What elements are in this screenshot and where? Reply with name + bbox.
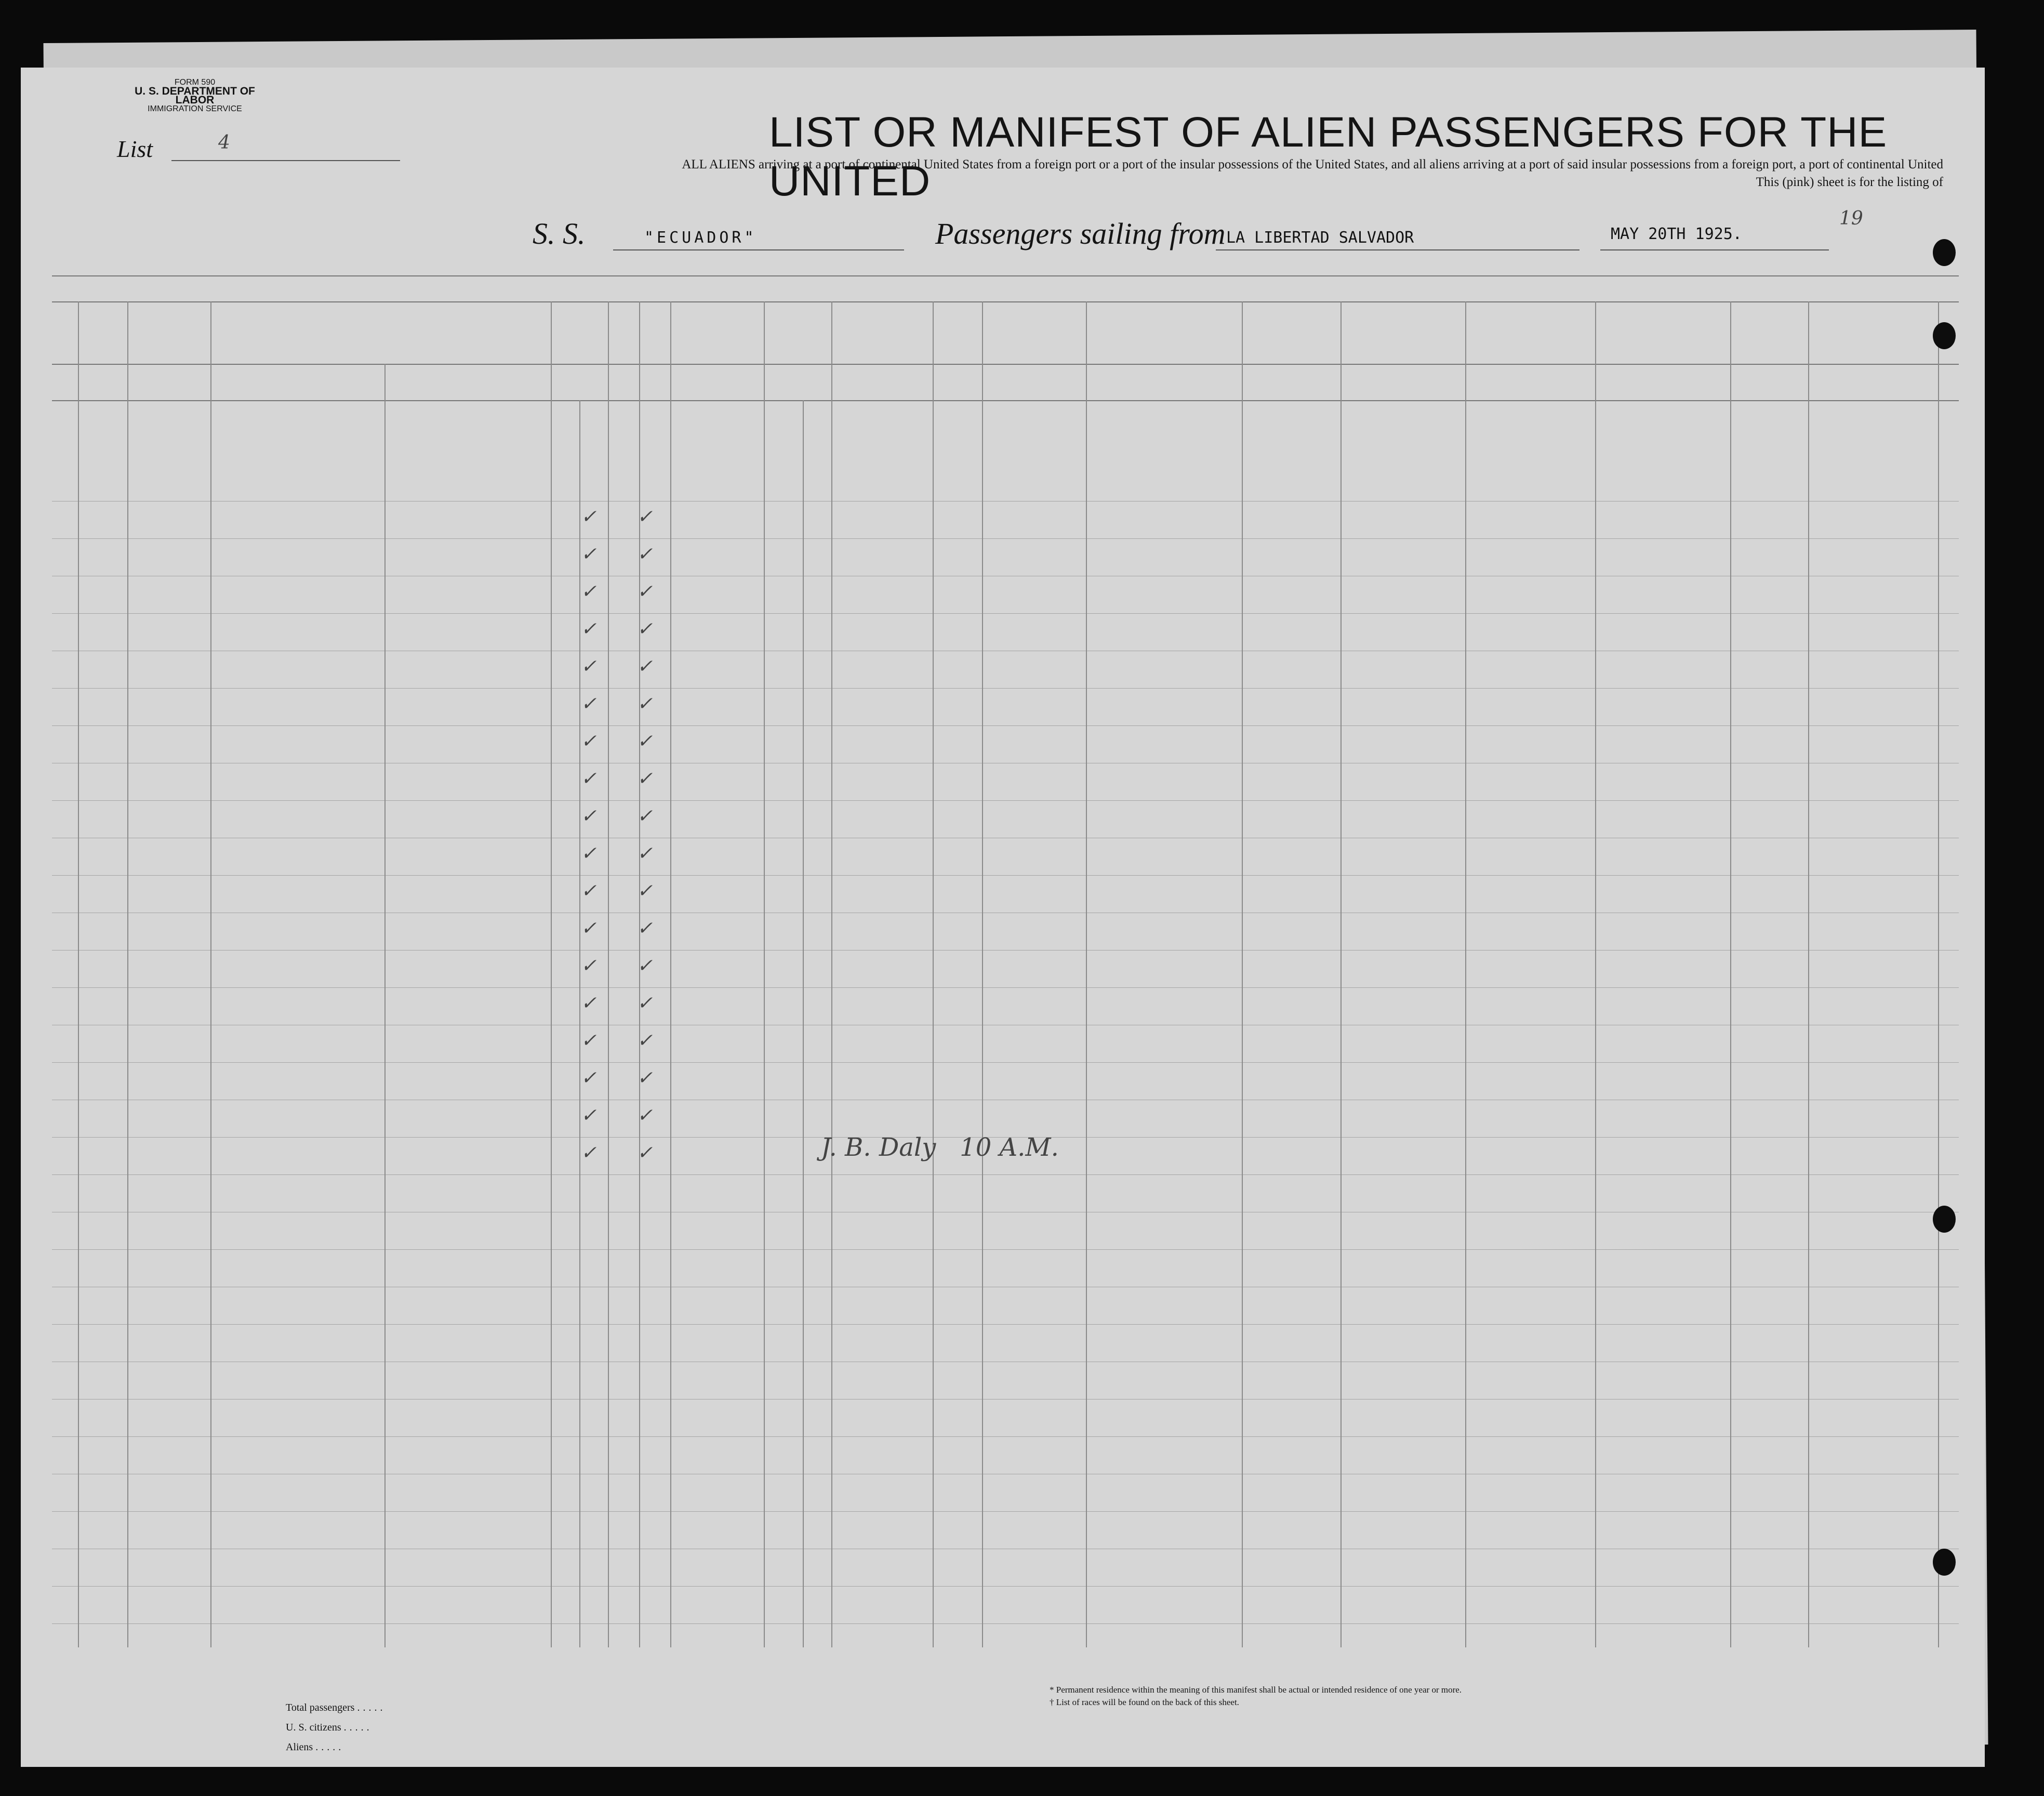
handwritten-signature: J. B. Daly 10 A.M.	[821, 1133, 1059, 1162]
column-rule	[831, 301, 832, 1647]
subtitle-line-2: This (pink) sheet is for the listing of	[1756, 175, 1943, 189]
header-rule	[52, 275, 1959, 276]
check-mark-icon: ✓	[637, 993, 653, 1014]
column-rule	[1340, 301, 1342, 1647]
column-rule	[384, 364, 386, 1647]
header-rule	[52, 301, 1959, 302]
check-mark-icon: ✓	[581, 618, 597, 640]
check-mark-icon: ✓	[581, 1142, 597, 1164]
check-mark-icon: ✓	[581, 768, 597, 789]
row-rule	[52, 725, 1959, 726]
column-rule	[1808, 301, 1809, 1647]
check-mark-icon: ✓	[581, 880, 597, 902]
ship-label: S. S.	[533, 217, 586, 250]
list-number: 4	[218, 132, 230, 153]
list-underline	[171, 160, 400, 161]
check-mark-icon: ✓	[581, 544, 597, 565]
year-label: 19	[1839, 208, 1863, 229]
binding-hole	[1933, 239, 1956, 266]
row-rule	[52, 987, 1959, 988]
list-label: List	[117, 136, 153, 162]
check-mark-icon: ✓	[581, 1030, 597, 1051]
form-identifier	[117, 78, 273, 113]
check-mark-icon: ✓	[581, 506, 597, 527]
column-rule	[1595, 301, 1596, 1647]
check-mark-icon: ✓	[581, 1067, 597, 1089]
check-mark-icon: ✓	[581, 656, 597, 677]
check-mark-icon: ✓	[637, 618, 653, 640]
row-rule	[52, 1586, 1959, 1587]
column-rule	[982, 301, 983, 1647]
row-rule	[52, 1062, 1959, 1063]
check-mark-icon: ✓	[637, 1067, 653, 1089]
check-mark-icon: ✓	[637, 731, 653, 752]
check-mark-icon: ✓	[637, 880, 653, 902]
row-rule	[52, 1511, 1959, 1512]
ship-name: "ECUADOR"	[644, 229, 757, 247]
check-mark-icon: ✓	[637, 693, 653, 715]
aliens-label: Aliens .....	[286, 1741, 344, 1753]
manifest-subtitle	[405, 156, 1943, 191]
row-rule	[52, 613, 1959, 614]
check-mark-icon: ✓	[637, 955, 653, 976]
binding-hole	[1933, 1549, 1956, 1576]
row-rule	[52, 538, 1959, 539]
row-rule	[52, 875, 1959, 876]
manifest-sheet	[21, 68, 1985, 1767]
check-mark-icon: ✓	[581, 843, 597, 864]
column-rule	[127, 301, 128, 1647]
binding-hole	[1933, 322, 1956, 349]
column-rule	[1242, 301, 1243, 1647]
departure-port: LA LIBERTAD SALVADOR	[1226, 229, 1414, 247]
department-name: U. S. DEPARTMENT OF LABOR	[135, 85, 255, 106]
manifest-title: LIST OR MANIFEST OF ALIEN PASSENGERS FOR THE UNITED	[769, 109, 1888, 205]
column-rule	[1086, 301, 1087, 1647]
header-rule	[52, 364, 1959, 365]
row-rule	[52, 1623, 1959, 1624]
check-mark-icon: ✓	[637, 768, 653, 789]
footnote-residence: * Permanent residence within the meaning of this manifest shall be actual or intended residence of one year or more.	[1050, 1685, 1462, 1695]
check-mark-icon: ✓	[637, 506, 653, 527]
sailing-date: MAY 20TH 1925.	[1611, 225, 1742, 243]
check-mark-icon: ✓	[581, 1105, 597, 1126]
check-mark-icon: ✓	[637, 805, 653, 827]
check-mark-icon: ✓	[581, 693, 597, 715]
column-rule	[551, 301, 552, 1647]
ship-underline	[613, 249, 904, 250]
check-mark-icon: ✓	[581, 918, 597, 939]
date-underline	[1600, 249, 1829, 250]
check-mark-icon: ✓	[637, 1142, 653, 1164]
column-rule	[1938, 301, 1939, 1647]
subtitle-line-1: ALL ALIENS arriving at a port of continental United States from a foreign port or a port of the insular possessions of the United States, and all aliens arriving at a port of said insular possessions from a foreign port, a port of continental United	[682, 157, 1943, 171]
column-rule	[803, 400, 804, 1647]
header-rule	[52, 400, 1959, 401]
service-name: IMMIGRATION SERVICE	[148, 104, 242, 113]
form-number: FORM 590	[174, 78, 216, 87]
column-rule	[210, 301, 211, 1647]
check-mark-icon: ✓	[581, 731, 597, 752]
column-rule	[764, 301, 765, 1647]
row-rule	[52, 1249, 1959, 1250]
port-underline	[1216, 249, 1580, 250]
column-rule	[670, 301, 671, 1647]
column-rule	[1465, 301, 1466, 1647]
check-mark-icon: ✓	[637, 843, 653, 864]
row-rule	[52, 800, 1959, 801]
row-rule	[52, 1174, 1959, 1175]
row-rule	[52, 1436, 1959, 1437]
check-mark-icon: ✓	[637, 1030, 653, 1051]
column-rule	[78, 301, 79, 1647]
footnote-races: † List of races will be found on the back of this sheet.	[1050, 1697, 1239, 1707]
check-mark-icon: ✓	[581, 581, 597, 602]
check-mark-icon: ✓	[581, 955, 597, 976]
row-rule	[52, 1324, 1959, 1325]
check-mark-icon: ✓	[637, 918, 653, 939]
us-citizens-label: U. S. citizens .....	[286, 1722, 373, 1733]
row-rule	[52, 688, 1959, 689]
check-mark-icon: ✓	[637, 581, 653, 602]
check-mark-icon: ✓	[637, 1105, 653, 1126]
column-rule	[608, 301, 609, 1647]
binding-hole	[1933, 1206, 1956, 1233]
check-mark-icon: ✓	[637, 544, 653, 565]
sailing-label: Passengers sailing from	[935, 217, 1226, 250]
check-mark-icon: ✓	[581, 993, 597, 1014]
column-rule	[933, 301, 934, 1647]
column-rule	[1730, 301, 1731, 1647]
total-passengers-label: Total passengers .....	[286, 1702, 386, 1713]
column-rule	[579, 400, 580, 1647]
check-mark-icon: ✓	[581, 805, 597, 827]
check-mark-icon: ✓	[637, 656, 653, 677]
